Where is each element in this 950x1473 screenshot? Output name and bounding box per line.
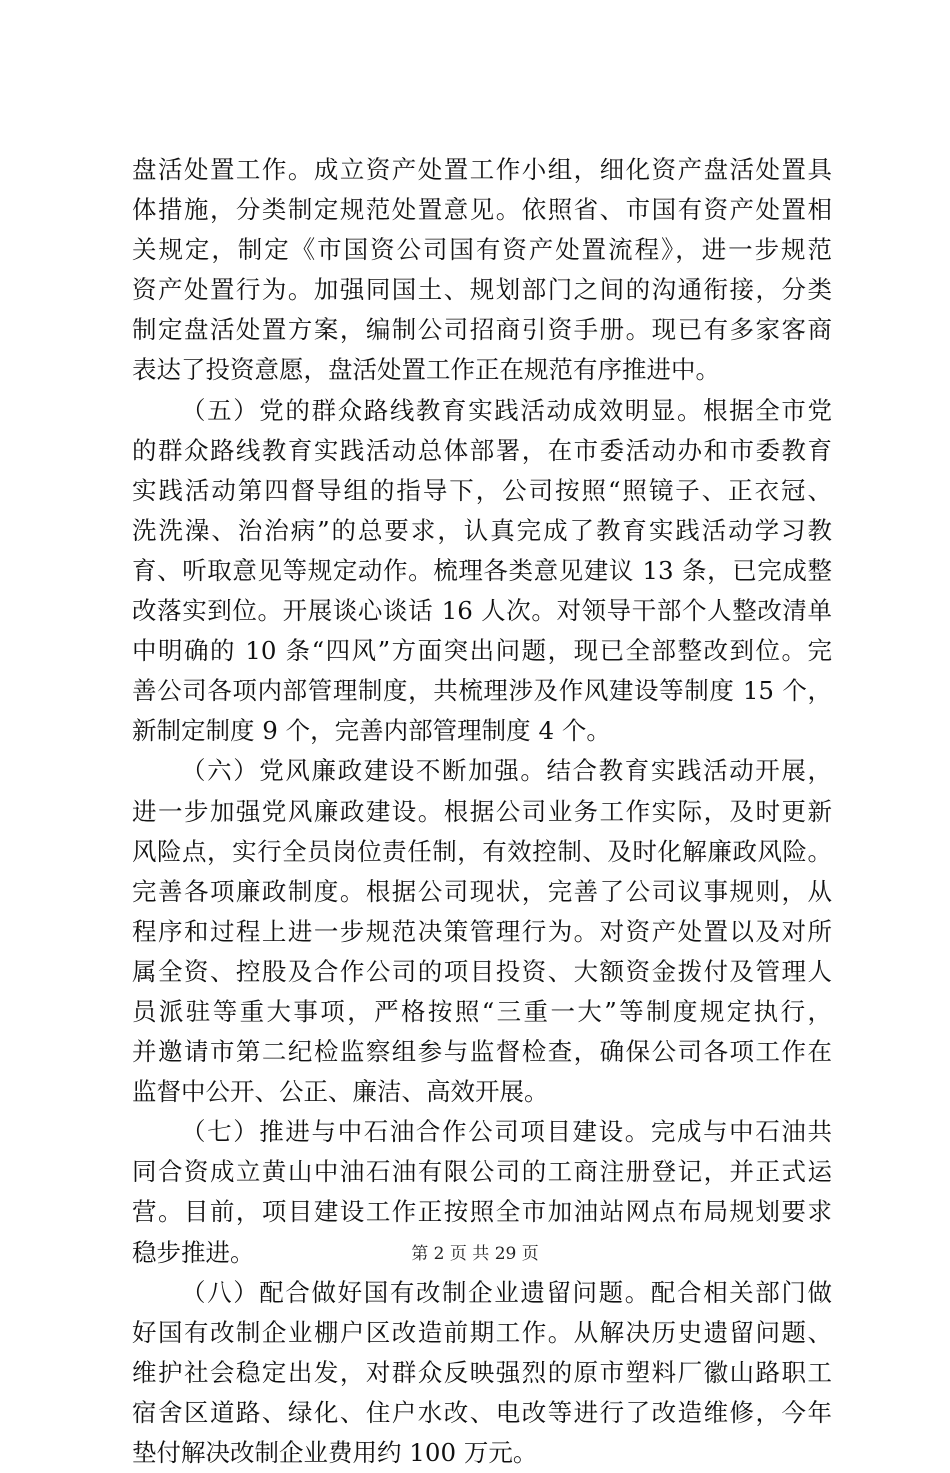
paragraph-line: 育、听取意见等规定动作。梳理各类意见建议 13 条，已完成整 (132, 555, 832, 585)
paragraph-line: 员派驻等重大事项，严格按照“三重一大”等制度规定执行， (132, 996, 832, 1026)
document-body (132, 150, 832, 1473)
paragraph (132, 1273, 832, 1473)
paragraph-line: 实践活动第四督导组的指导下，公司按照“照镜子、正衣冠、 (132, 475, 832, 505)
paragraph (132, 391, 832, 752)
paragraph-line: （六）党风廉政建设不断加强。结合教育实践活动开展， (181, 756, 832, 786)
paragraph-line: 营。目前，项目建设工作正按照全市加油站网点布局规划要求 (132, 1197, 832, 1227)
paragraph-line: 表达了投资意愿，盘活处置工作正在规范有序推进中。 (132, 355, 720, 385)
page-footer: 第 2 页 共 29 页 (411, 1244, 539, 1264)
paragraph-line: 维护社会稳定出发，对群众反映强烈的原市塑料厂徽山路职工 (132, 1357, 832, 1387)
paragraph-line: 制定盘活处置方案，编制公司招商引资手册。现已有多家客商 (132, 315, 832, 345)
paragraph (132, 150, 832, 391)
paragraph-line: 稳步推进。 (132, 1237, 255, 1267)
paragraph-line: 程序和过程上进一步规范决策管理行为。对资产处置以及对所 (132, 916, 832, 946)
paragraph-line: 好国有改制企业棚户区改造前期工作。从解决历史遗留问题、 (132, 1317, 832, 1347)
paragraph-line: 的群众路线教育实践活动总体部署，在市委活动办和市委教育 (132, 435, 832, 465)
paragraph-line: 改落实到位。开展谈心谈话 16 人次。对领导干部个人整改清单 (132, 596, 832, 626)
paragraph-line: 资产处置行为。加强同国土、规划部门之间的沟通衔接，分类 (132, 275, 832, 305)
paragraph-line: 洗洗澡、治治病”的总要求，认真完成了教育实践活动学习教 (132, 515, 832, 545)
paragraph-line: 完善各项廉政制度。根据公司现状，完善了公司议事规则，从 (132, 876, 832, 906)
paragraph-line: 善公司各项内部管理制度，共梳理涉及作风建设等制度 15 个， (132, 676, 832, 706)
paragraph-line: 盘活处置工作。成立资产处置工作小组，细化资产盘活处置具 (132, 155, 832, 184)
paragraph-line: 体措施，分类制定规范处置意见。依照省、市国有资产处置相 (132, 195, 832, 225)
paragraph-line: 进一步加强党风廉政建设。根据公司业务工作实际，及时更新 (132, 796, 832, 826)
paragraph-line: 宿舍区道路、绿化、住户水改、电改等进行了改造维修，今年 (132, 1397, 832, 1427)
paragraph-line: 同合资成立黄山中油石油有限公司的工商注册登记，并正式运 (132, 1157, 832, 1187)
paragraph-line: 关规定，制定《市国资公司国有资产处置流程》，进一步规范 (132, 235, 832, 265)
paragraph-line: （五）党的群众路线教育实践活动成效明显。根据全市党 (181, 395, 832, 425)
paragraph-line: 监督中公开、公正、廉洁、高效开展。 (132, 1077, 549, 1107)
paragraph-line: 垫付解决改制企业费用约 100 万元。 (132, 1438, 538, 1467)
paragraph-line: 风险点，实行全员岗位责任制，有效控制、及时化解廉政风险。 (132, 836, 832, 866)
paragraph (132, 751, 832, 1112)
paragraph-line: 属全资、控股及合作公司的项目投资、大额资金拨付及管理人 (132, 956, 832, 986)
paragraph-line: 并邀请市第二纪检监察组参与监督检查，确保公司各项工作在 (132, 1037, 832, 1067)
paragraph-line: （七）推进与中石油合作公司项目建设。完成与中石油共 (181, 1117, 832, 1147)
paragraph-line: （八）配合做好国有改制企业遗留问题。配合相关部门做 (181, 1277, 832, 1307)
paragraph-line: 新制定制度 9 个，完善内部管理制度 4 个。 (132, 716, 611, 746)
paragraph-line: 中明确的 10 条“四风”方面突出问题，现已全部整改到位。完 (132, 636, 832, 666)
